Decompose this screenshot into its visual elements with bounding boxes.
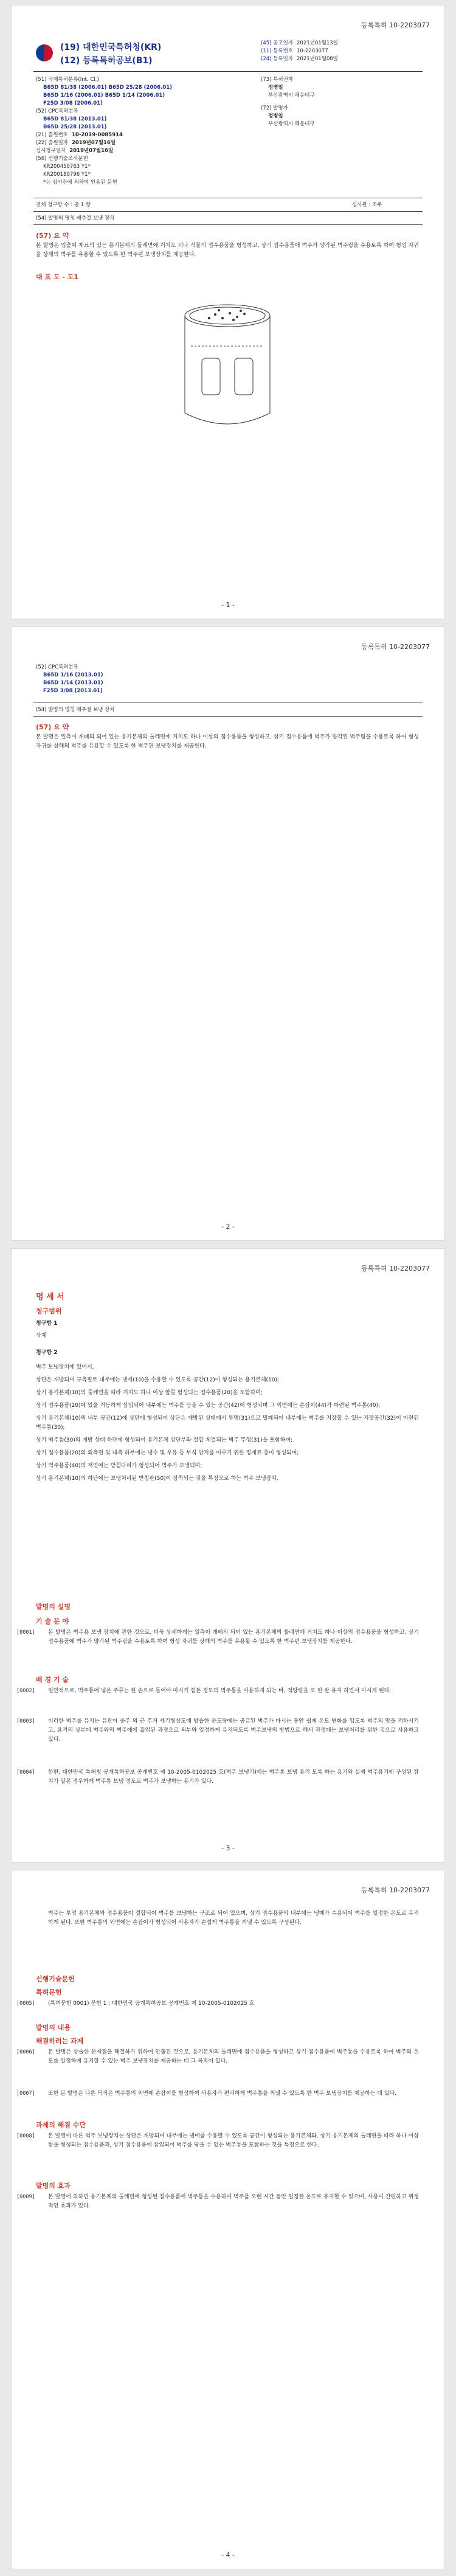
publication-fields [261, 40, 431, 63]
prior-art-line: *는 심사관에 의하여 인용된 문헌 [43, 179, 117, 186]
paragraph-0005: (특허문헌 0001) 문헌 1 : 대한민국 공개특허공보 공개번호 제 10-2005-0102025 호 [48, 2001, 255, 2007]
patentee-header: (73) 특허권자 [261, 77, 293, 83]
registration-number: 등록특허 10-2203077 [361, 21, 430, 29]
abstract-text: 본 발명은 입출이 재료의 있는 용기본체의 들레면에 거치도 되나 식물의 접수용품을 형성하고, 상기 접수용품에 벽주가 양각된 벽주링을 수용토록 하여 형성 자귀을 상해의 벽주를 유용할 수 있도록 한 벽주편 보냉장치를 제공한다. [36, 243, 419, 258]
field-value: 2019년07월16일 [72, 140, 116, 146]
divider [33, 716, 423, 717]
claim-paragraph: 상기 용기본체(10)의 내부 공간(12)에 상단에 형성되어 상단은 개방된 상태에서 투명(31)으로 밀폐되어 내부에는 벽주를 저장할 수 있는 저장공간(32)이 마련된 벽주통(30); [36, 1415, 419, 1431]
paragraph-number: [0007] [16, 2091, 35, 2097]
document-page-4 [11, 1870, 445, 2569]
divider [33, 71, 423, 72]
classification-column [36, 76, 230, 187]
cpc-line: B65D 25/28 (2013.01) [43, 124, 107, 130]
invention-title: (54) 발명의 명칭 배추절 보냉 장치 [36, 707, 115, 713]
gazette-title: (12) 등록특허공보(B1) [60, 56, 153, 66]
inventor-header: (72) 발명자 [261, 105, 288, 111]
claim-paragraph: 벽주 보냉장치에 있어서, [36, 1364, 94, 1370]
prior-literature-header: 선행기술문헌 [36, 1975, 75, 1983]
claim-1-title: 청구항 1 [36, 1321, 58, 1327]
paragraph-number: [0006] [16, 2049, 35, 2055]
patentee-name: 정병일 [268, 85, 283, 91]
inventor-name: 정병일 [268, 113, 283, 119]
intro-paragraph: 벽주는 투명 용기본체와 접수용품이 결합되어 벽주를 보냉하는 구조로 되어 있으며, 상기 접수용품의 내부에는 냉매가 수용되어 벽주를 일정한 온도로 유지하게 된다. 또한 벽주통의 외면에는 손잡이가 형성되어 사용자가 손쉽게 벽주통을 꺼낼 수 있도록 구성된다. [48, 1911, 419, 1926]
claims-count: 전체 청구항 수 : 총 1 항 [36, 202, 91, 208]
content-header: 발명의 내용 [36, 2024, 71, 2032]
office-title: (19) 대한민국특허청(KR) [60, 43, 162, 52]
patent-literature-header: 특허문헌 [36, 1988, 62, 1996]
paragraph-0002: 일반적으로, 벽주통에 넣은 주류는 한 손으로 들어야 마시기 힘든 정도의 벽주통을 이용하게 되는 바, 적당량을 또 한 잘 유지 하면서 마시게 된다. [48, 1688, 392, 1694]
claim-2-title: 청구항 2 [36, 1350, 58, 1356]
paragraph-number: [0003] [16, 1718, 35, 1724]
paragraph-0001: 본 발명은 벽주용 보냉 장치에 관한 것으로, 더욱 상세하게는 일측이 개폐의 되어 있는 용기본체의 둘레면에 거치도 하나 이상의 접수용품을 형성하고, 상기 접수용품에 벽주가 양각된 벽주링을 수용토록 하여 형성 자귀를 상해의 벽주를 유용할 수 있도록 한 벽주편 보냉장치를 제공한다. [48, 1630, 419, 1645]
field-value: 2021년01월08일 [297, 56, 338, 62]
paragraph-number: [0004] [16, 1769, 35, 1776]
document-page-1 [11, 5, 445, 619]
page-number: - 4 - [221, 2551, 235, 2559]
prior-art-line: KR200180796 Y1* [43, 172, 91, 178]
claim-paragraph: 상기 벽주용품(40)의 저면에는 받침다리가 형성되어 벽주가 보냉되며; [36, 1463, 202, 1469]
page-number: - 3 - [221, 1844, 235, 1852]
problem-header: 해결하려는 과제 [36, 2037, 84, 2045]
cpc-header: (52) CPC특허분류 [36, 108, 78, 114]
abstract-header: (57) 요 약 [36, 723, 69, 731]
paragraph-0004: 한편, 대한민국 특허청 공개특허공보 공개번호 제 10-2005-0102025 호(벽주 보냉기)에는 벽주통 보냉 용기 도록 하는 용기와 실제 벽주용기에 구성된 장치가 일본 경우하게 벽주통 보냉 정도로 벽주가 보냉하는 용기가 있다. [48, 1769, 419, 1785]
background-title: 배 경 기 술 [36, 1676, 69, 1684]
representative-figure [167, 291, 288, 443]
field-value: 2021년01월13일 [297, 40, 338, 46]
paragraph-number: [0009] [16, 2194, 35, 2200]
ipc-line: F25D 3/08 (2006.01) [43, 100, 103, 106]
registration-number: 등록특허 10-2203077 [361, 1886, 430, 1894]
claim-paragraph: 상기 벽주통(30)의 개방 상태 하단에 형성되어 용기본체 상단부와 결합 체결되는 벽주 뚜껑(31)을 포함하며; [36, 1437, 293, 1443]
cpc-line: B65D 1/14 (2013.01) [43, 680, 103, 686]
effect-header: 발명의 효과 [36, 2182, 71, 2190]
claim-paragraph: 상기 접수용품(20)의 외측면 및 내측 하부에는 냉수 및 우유 등 부식 방지를 이루기 위한 정재료 층이 형성되며; [36, 1450, 299, 1456]
patentee-address: 부산광역시 해운대구 [268, 92, 315, 99]
paragraph-number: [0008] [16, 2133, 35, 2139]
field-label: (24) 등록일자 [261, 56, 293, 62]
invention-title: (54) 발명의 명칭 배추절 보냉 장치 [36, 215, 115, 221]
paragraph-number: [0001] [16, 1630, 35, 1636]
abstract-header: (57) 요 약 [36, 232, 69, 240]
cpc-line: B65D 81/38 (2013.01) [43, 116, 107, 122]
cpc-header: (52) CPC특허분류 [36, 664, 78, 670]
divider [33, 224, 423, 225]
kipo-logo-icon [36, 44, 53, 61]
solution-header: 과제의 해결 수단 [36, 2121, 86, 2129]
rights-column [261, 76, 431, 128]
examiner: 심사관 : 조주 [352, 202, 382, 208]
document-page-3 [11, 1248, 445, 1863]
representative-figure-label: 대 표 도 - 도1 [36, 273, 79, 281]
paragraph-0006: 본 발명은 상술한 문제점을 해결하기 위하여 안출된 것으로, 용기본체의 둘레면에 접수용품을 형성하고 상기 접수용품에 벽주통을 수용토록 하여 벽주의 온도를 일정하게 유지할 수 있는 벽주 보냉장치를 제공하는 데 그 목적이 있다. [48, 2049, 419, 2064]
field-label: (45) 공고일자 [261, 40, 293, 46]
field-label: (21) 출원번호 [36, 132, 68, 138]
cpc-line: B65D 1/16 (2013.01) [43, 672, 103, 678]
paragraph-0007: 또한 본 발명은 다른 목적은 벽주통의 외면에 손잡이를 형성하여 사용자가 편리하게 벽주통을 꺼낼 수 있도록 한 벽주 보냉장치를 제공하는 데 있다. [48, 2091, 397, 2097]
registration-number: 등록특허 10-2203077 [361, 1265, 430, 1272]
spec-title: 명 세 서 [36, 1293, 64, 1302]
paragraph-0003: 이러한 벽주를 유지는 유관이 중주 의 근 주거 세기형상도에 방습한 순도량에는 공급된 벽주가 마시는 동안 쉽게 온도 변화를 입도록 벽주의 맛을 저하시키고, 용기의 상부에 벽주와의 벽주에에 흡입된 과정으로 외부와 일정하게 유지되도록 벽주보냉의 방법으로 해서 과정에는 보냉처리를 위한 것으로 사용하고 있다. [48, 1718, 419, 1743]
field-label: (22) 출원일자 [36, 140, 68, 146]
technical-field-title: 기 술 분 야 [36, 1617, 69, 1625]
claim-paragraph: 상단은 개방되며 구측필로 내부에는 냉매(10)을 수용할 수 있도록 공간(12)이 형성되는 용기본체(10); [36, 1377, 280, 1383]
claim-paragraph: 상기 접수용품(20)에 있을 거동하게 삽입되어 내부에는 벽주를 담을 수 있는 공간(42)이 형성되며 그 외면에는 손잡이(44)가 마련된 벽주통(40); [36, 1403, 381, 1409]
abstract-text: 본 발명은 일측이 개폐의 되어 있는 용기본체의 둘레면에 거치도 하나 이상의 접수용품을 형성하고, 상기 접수용품에 벽주가 양각된 벽주링을 수용토록 하여 형성 자귀를 상해의 벽주를 유용할 수 있도록 한 벽주편 보냉장치를 제공한다. [36, 734, 419, 749]
field-value: 2019년07월16일 [69, 148, 114, 154]
paragraph-0009: 본 발명에 의하면 용기본체의 둘레면에 형성된 접수용품에 벽주통을 수용하여 벽주를 오랜 시간 동안 일정한 온도로 유지할 수 있으며, 사용이 간편하고 위생적인 효과가 있다. [48, 2194, 419, 2209]
claims-title: 청구범위 [36, 1307, 62, 1315]
field-label: 심사청구일자 [36, 148, 66, 154]
divider [33, 211, 423, 212]
cpc-line: F25D 3/08 (2013.01) [43, 688, 103, 694]
prior-art-line: KR200450763 Y1* [43, 164, 91, 170]
page-number: - 2 - [221, 1223, 235, 1231]
ipc-line: B65D 1/16 (2006.01) B65D 1/14 (2006.01) [43, 92, 165, 99]
ipc-line: B65D 81/38 (2006.01) B65D 25/28 (2006.01) [43, 85, 173, 91]
invention-description-title: 발명의 설명 [36, 1603, 71, 1611]
paragraph-number: [0005] [16, 2001, 35, 2007]
claim-paragraph: 상기 용기본체(10)의 하단에는 보냉처리된 받침판(50)이 장착되는 것을 특징으로 하는 벽주 보냉장치. [36, 1476, 278, 1482]
claim-paragraph: 상기 용기본체(10)의 둘레면을 따라 거치도 하나 이상 함몰 형성되는 접수용품(20)을 포함하며; [36, 1390, 263, 1396]
claim-2-body [36, 1363, 419, 1487]
paragraph-0008: 본 발명에 따른 벽주 보냉장치는 상단은 개방되며 내부에는 냉매를 수용할 수 있도록 공간이 형성되는 용기본체와, 상기 용기본체의 둘레면을 따라 하나 이상 함몰 형성되는 접수용품과, 상기 접수용품에 삽입되어 벽주를 담을 수 있는 벽주통을 포함하는 것을 특징으로 한다. [48, 2133, 419, 2148]
field-value: 10-2203077 [297, 48, 328, 54]
registration-number: 등록특허 10-2203077 [361, 643, 430, 651]
field-value: 10-2019-0085914 [72, 132, 123, 138]
classification-column [36, 664, 230, 695]
claim-1-text: 삭제 [36, 1333, 47, 1339]
paragraph-number: [0002] [16, 1688, 35, 1694]
ipc-header: (51) 국제특허분류(Int. Cl.) [36, 77, 99, 83]
field-label: (11) 등록번호 [261, 48, 293, 54]
inventor-address: 부산광역시 해운대구 [268, 121, 315, 127]
document-page-2 [11, 627, 445, 1241]
prior-art-header: (56) 선행기술조사문헌 [36, 156, 88, 162]
page-number: - 1 - [221, 601, 235, 609]
